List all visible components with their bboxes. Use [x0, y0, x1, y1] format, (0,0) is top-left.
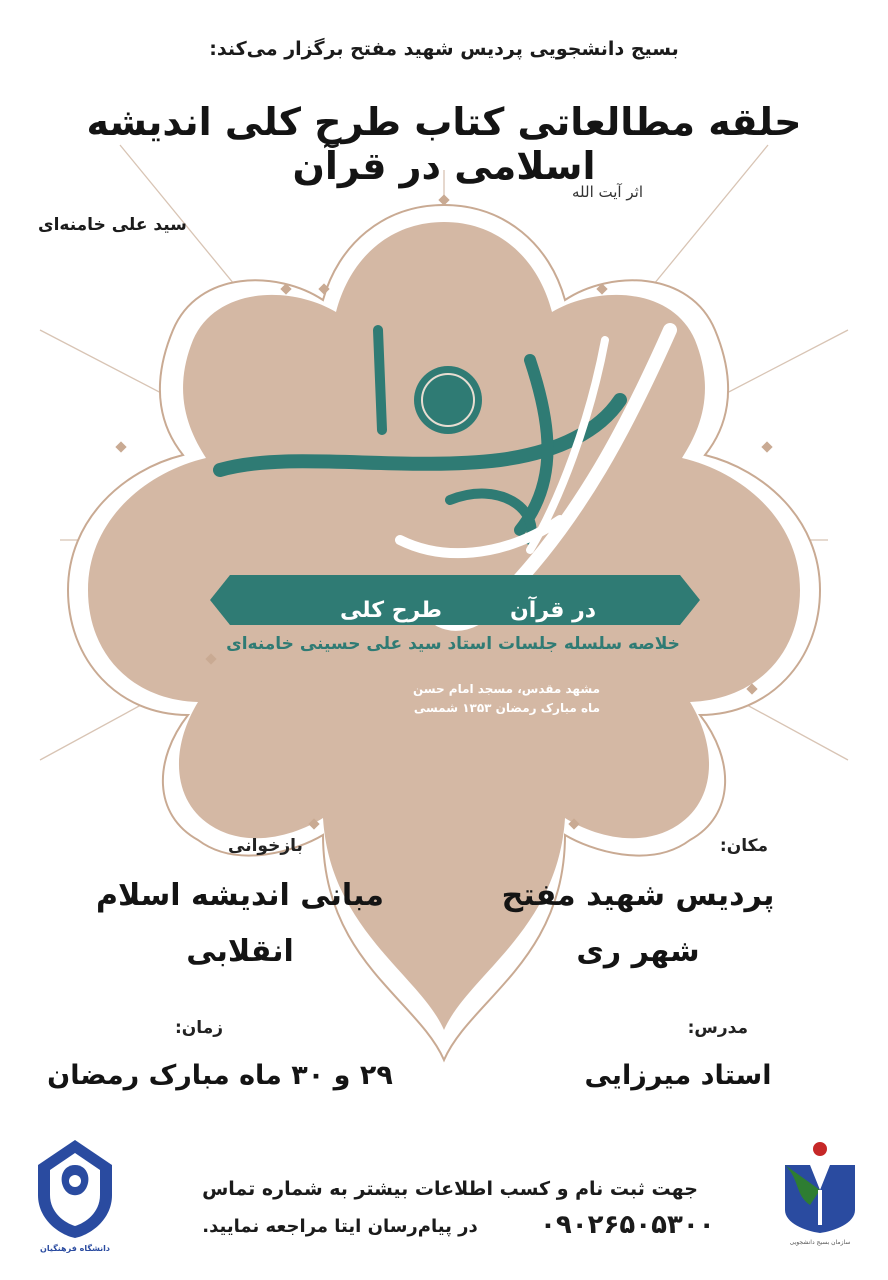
teacher-value: استاد میرزایی [584, 1060, 772, 1091]
review-value-line2: انقلابی [186, 934, 294, 969]
author-prefix: اثر آیت الله [572, 183, 643, 201]
review-value-line1: مبانی اندیشه اسلام [95, 878, 384, 913]
time-label: زمان: [175, 1018, 224, 1038]
university-emblem-icon [30, 1135, 120, 1240]
cover-series-line: خلاصه سلسله جلسات استاد سید علی حسینی خامنه‌ای [226, 634, 680, 654]
basij-emblem-icon [775, 1135, 865, 1235]
university-logo [30, 1135, 120, 1260]
organizer-line: بسیج دانشجویی پردیس شهید مفتح برگزار می‌کند: [209, 38, 679, 60]
phone-number: ۰۹۰۲۶۵۰۵۳۰۰ [540, 1210, 715, 1240]
cover-subtitle-left: طرح کلی [340, 598, 442, 623]
poster-title: حلقه مطالعاتی کتاب طرح کلی اندیشه اسلامی در قرآن [86, 100, 802, 188]
calligraphy-artwork [200, 300, 710, 660]
author-name: سید علی خامنه‌ای [38, 215, 187, 235]
time-value: ۲۹ و ۳۰ ماه مبارک رمضان [47, 1060, 393, 1091]
basij-logo [775, 1135, 865, 1260]
review-value [60, 868, 420, 980]
cover-date-line: ماه مبارک رمضان ۱۳۵۳ شمسی [413, 701, 600, 715]
cover-subtitle-right: در قرآن [510, 598, 597, 623]
review-label: بازخوانی [228, 836, 303, 856]
contact-instruction: در پیام‌رسان ایتا مراجعه نمایید. [202, 1216, 478, 1237]
university-logo-caption: دانشگاه فرهنگیان [40, 1244, 110, 1253]
basij-logo-caption: سازمان بسیج دانشجویی [789, 1239, 851, 1246]
cover-place-line: مشهد مقدس، مسجد امام حسن [412, 682, 600, 696]
place-label: مکان: [719, 836, 768, 856]
teacher-label: مدرس: [687, 1018, 748, 1038]
place-value [488, 868, 788, 980]
place-value-line2: شهر ری [576, 934, 700, 969]
place-value-line1: پردیس شهید مفتح [501, 878, 775, 913]
cover-place-block [340, 680, 600, 718]
contact-line: جهت ثبت نام و کسب اطلاعات بیشتر به شماره تماس [202, 1178, 698, 1200]
